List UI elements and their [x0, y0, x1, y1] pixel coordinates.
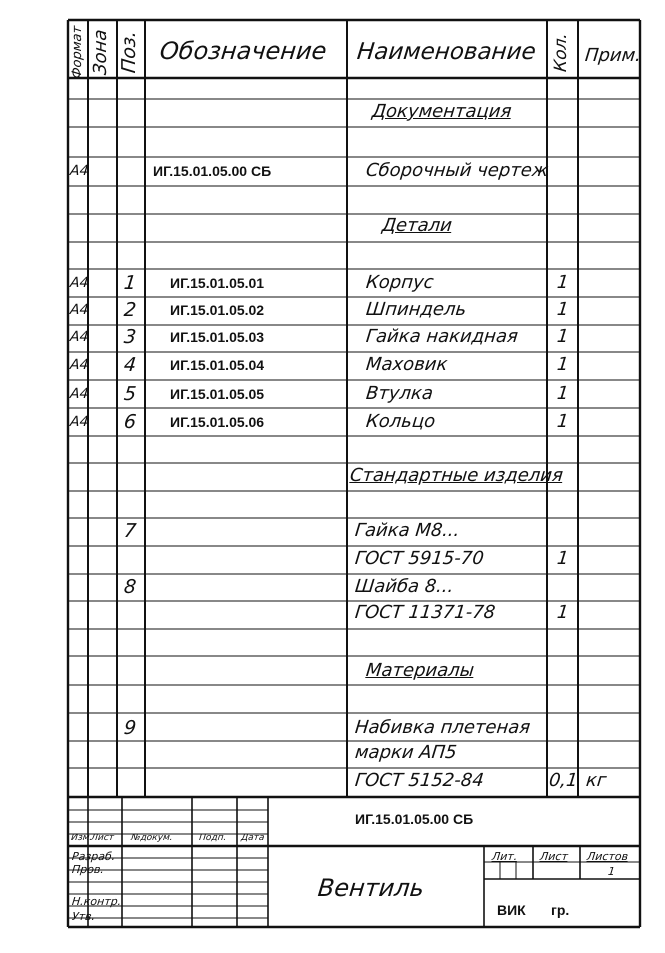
row-designation: ИГ.15.01.05.05: [170, 386, 265, 403]
title-col-list: Лист: [90, 833, 115, 843]
section-heading: Документация: [370, 101, 513, 123]
row-name: Шпиндель: [364, 299, 468, 321]
row-quantity: 1: [555, 602, 570, 624]
row-position: 4: [122, 353, 138, 376]
row-name: Набивка плетеная: [353, 717, 532, 739]
header-format: Формат: [70, 25, 85, 80]
row-position: 5: [122, 382, 138, 405]
row-name: Гайка накидная: [364, 326, 519, 348]
row-format: А4: [69, 414, 90, 431]
row-position: 7: [122, 519, 138, 542]
row-quantity: 1: [555, 272, 570, 294]
row-name: Сборочный чертеж: [364, 160, 550, 182]
row-position: 9: [122, 716, 138, 739]
row-designation: ИГ.15.01.05.02: [170, 302, 265, 319]
row-position: 3: [122, 325, 138, 348]
row-name: ГОСТ 5152-84: [353, 770, 485, 792]
title-col-doc: №докум.: [130, 833, 174, 843]
title-product-name: Вентиль: [316, 874, 426, 902]
title-lit: Лит.: [491, 850, 519, 863]
row-position: 6: [122, 410, 138, 433]
title-sheet: Лист: [539, 850, 569, 863]
row-quantity: 0,1: [547, 770, 579, 792]
title-org: ВИК: [497, 902, 526, 918]
title-row-norm: Н.контр.: [71, 895, 122, 908]
row-quantity: 1: [555, 411, 570, 433]
row-name: Гайка М8...: [353, 520, 461, 542]
row-name: марки АП5: [353, 742, 458, 764]
title-col-sign: Подп.: [198, 833, 227, 843]
title-sheets: Листов: [586, 850, 629, 863]
title-sheets-value: 1: [607, 865, 616, 878]
section-heading: Детали: [380, 215, 454, 237]
section-heading: Стандартные изделия: [348, 465, 564, 487]
title-row-developed: Разраб.: [71, 850, 116, 863]
row-name: Втулка: [364, 383, 435, 405]
title-row-checked: Пров.: [71, 863, 105, 876]
title-row-approved: Утв.: [71, 910, 96, 923]
row-name: Маховик: [364, 354, 449, 376]
header-designation: Обозначение: [158, 37, 329, 65]
row-format: А4: [69, 386, 90, 403]
row-format: А4: [69, 163, 90, 180]
row-format: А4: [69, 329, 90, 346]
row-designation: ИГ.15.01.05.04: [170, 357, 265, 374]
row-quantity: 1: [555, 326, 570, 348]
row-designation: ИГ.15.01.05.06: [170, 414, 265, 431]
row-format: А4: [69, 302, 90, 319]
row-position: 2: [122, 298, 138, 321]
section-heading: Материалы: [364, 660, 476, 682]
row-format: А4: [69, 275, 90, 292]
title-document-code: ИГ.15.01.05.00 СБ: [355, 811, 474, 827]
row-quantity: 1: [555, 548, 570, 570]
row-designation: ИГ.15.01.05.01: [170, 275, 265, 292]
row-designation: ИГ.15.01.05.03: [170, 329, 265, 346]
row-quantity: 1: [555, 299, 570, 321]
row-designation: ИГ.15.01.05.00 СБ: [153, 163, 272, 180]
row-name: ГОСТ 11371-78: [353, 602, 497, 624]
header-note: Прим.: [583, 45, 643, 66]
row-quantity: 1: [555, 383, 570, 405]
row-name: Шайба 8...: [353, 576, 455, 598]
row-name: Кольцо: [364, 411, 437, 433]
row-name: ГОСТ 5915-70: [353, 548, 485, 570]
row-name: Корпус: [364, 272, 435, 294]
header-name: Наименование: [355, 39, 538, 65]
row-quantity: 1: [555, 354, 570, 376]
row-position: 1: [122, 271, 138, 294]
row-format: А4: [69, 357, 90, 374]
header-qty: Кол.: [551, 32, 571, 73]
header-pos: Поз.: [118, 29, 140, 75]
title-col-izm: Изм.: [70, 833, 93, 843]
title-col-date: Дата: [240, 833, 265, 843]
header-zone: Зона: [90, 28, 111, 76]
row-note: кг: [584, 770, 608, 792]
row-position: 8: [122, 575, 138, 598]
title-group: гр.: [551, 902, 570, 918]
